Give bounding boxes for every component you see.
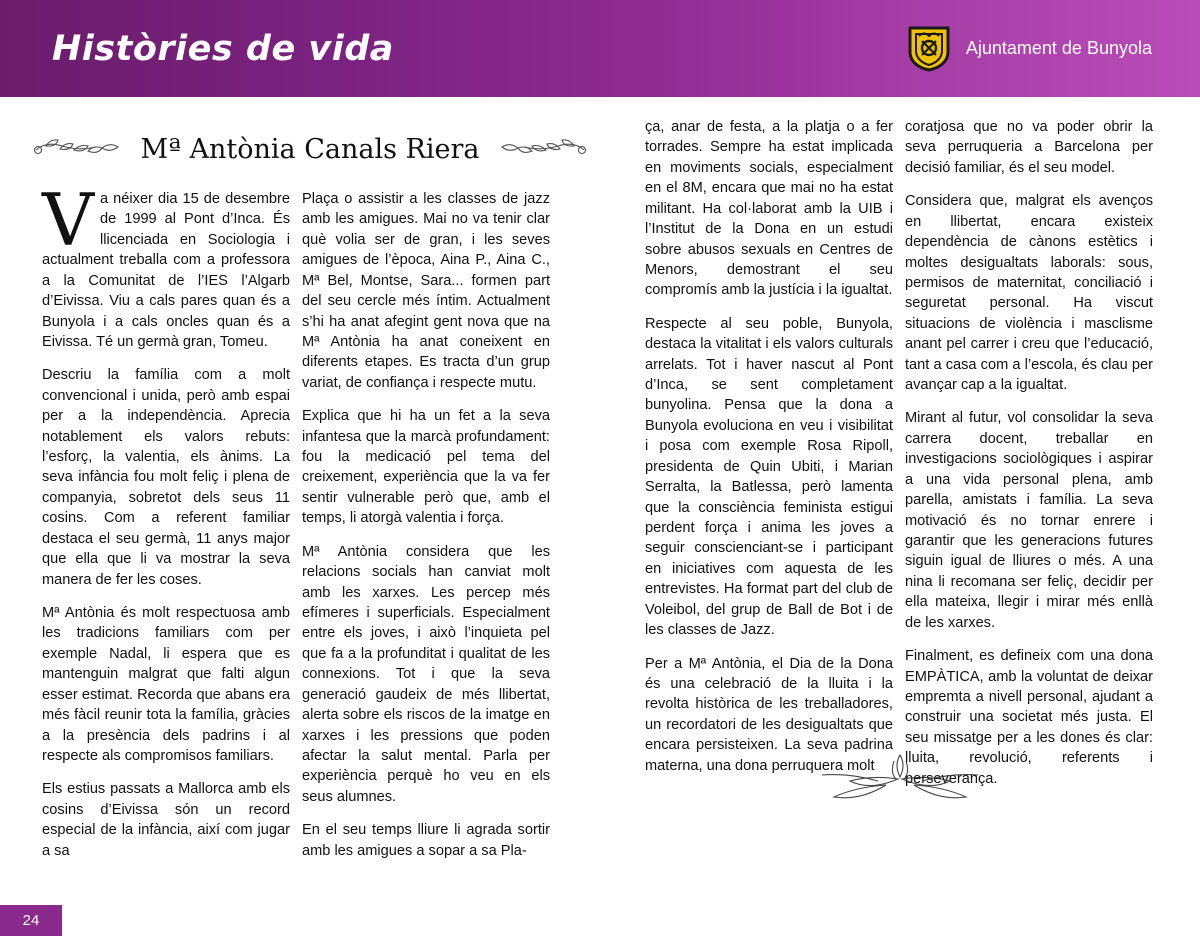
paragraph: Mirant al futur, vol consolidar la seva carrera docent, treballar en investigacions sociològiques i aspirar a una vida personal plena, amb parella, amistats i família. La seva motivació és no tornar enrere i garantir que les generacions futures siguin igual de lliures o més. A una nina li recomana ser feliç, decidir per ella mateixa, llegir i mirar més enllà de les xarxes.	[905, 410, 1153, 631]
paragraph: Mª Antònia considera que les relacions socials han canviat molt amb les xarxes. Les percep més efímeres i superficials. Especialment entre els joves, i això l’inquieta pel que fa a la profunditat i qualitat de les connexions. Tot i que la seva generació gaudeix de més llibertat, alerta sobre els riscos de la imatge en xarxes i les pressions que poden afectar la salut mental. Parla per experiència perquè ho veu en els seus alumnes.	[302, 543, 550, 805]
paragraph: Els estius passats a Mallorca amb els cosins d’Eivissa són un record especial de la infància, així com jugar a sa	[42, 781, 290, 859]
page-number-tab	[0, 905, 62, 936]
paragraph: Finalment, es defineix com una dona EMPÀTICA, amb la voluntat de deixar empremta a nivell personal, ajudant a construir una societat més justa. El seu missatge per a les dones és clar: lluita, revolució, referents i perseverança.	[905, 648, 1153, 787]
header-branding	[906, 24, 1152, 72]
page-title: Històries de vida	[52, 28, 394, 69]
page-header	[0, 0, 1200, 97]
paragraph: Per a Mª Antònia, el Dia de la Dona és una celebració de la lluita i la revolta històrica de les treballadores, un recordatori de les desigualtats que encara persisteixen. La seva padrina materna, una dona perruquera molt	[645, 655, 893, 774]
page-content	[0, 97, 1200, 929]
paragraph	[42, 178, 290, 352]
paragraph: Plaça o assistir a les classes de jazz amb les amigues. Mai no va tenir clar què volia ser de gran, i les seves amigues de l’època, Aina P., Aina C., Mª Bel, Montse, Sara... formen part del seu cercle més íntim. Actualment s’hi ha anat afegint gent nova que na Mª Antònia ha anat coneixent en diferents etapes. Es tracta d’un grup variat, de confiança i respecte mutu.	[302, 191, 550, 391]
paragraph: Considera que, malgrat els avenços en llibertat, encara existeix dependència de cànons estètics i moltes desigualtats laborals: sous, permisos de maternitat, conciliació i seguretat personal. Ha viscut situacions de violència i masclisme anant pel carrer i creu que l’educació, tant a casa com a l’escola, és clau per avançar cap a la igualtat.	[905, 193, 1153, 394]
leaf-flourish-icon	[790, 745, 1010, 805]
paragraph: Mª Antònia és molt respectuosa amb les tradicions familiars com per exemple Nadal, li espera que es mantenguin malgrat que falti algun esser estimat. Recorda que abans era més fàcil reunir tota la família, gràcies a la presència dels padrins i al respecte als compromisos familiars.	[42, 605, 290, 764]
paragraph: En el seu temps lliure li agrada sortir amb les amigues a sopar a sa Pla-	[302, 822, 550, 859]
article-column-1	[42, 178, 290, 874]
article-column-4	[905, 117, 1153, 802]
coat-of-arms-icon	[906, 24, 952, 72]
paragraph: Respecte al seu poble, Bunyola, destaca la vitalitat i els valors culturals arrelats. Tot i haver nascut al Pont d’Inca, se sent completament bunyolina. Pensa que la dona a Bunyola evoluciona en veu i visibilitat i posa com exemple Rosa Ripoll, presidenta de Quin Ubiti, i Marian Serralta, la Batlessa, però lamenta que la consciència feminista estigui perdent força i anima les joves a seguir conscienciant-se i participant en iniciatives com aquesta de les entrevistes. Ha format part del club de Voleibol, del grup de Ball de Bot i de les classes de Jazz.	[645, 315, 893, 639]
page-number: 24	[22, 912, 40, 929]
paragraph: coratjosa que no va poder obrir la seva perruqueria a Barcelona per decisió familiar, és el seu model.	[905, 119, 1153, 176]
paragraph: ça, anar de festa, a la platja o a fer torrades. Sempre ha estat implicada en moviments socials, especialment en el 8M, encara que mai no ha estat militant. Ha col·laborat amb la UIB i l’Institut de la Dona en un estudi sobre abusos sexuals en Centres de Menors, demostrant el seu compromís amb la justícia i la igualtat.	[645, 119, 893, 299]
leaf-flourish-icon	[30, 132, 130, 167]
leaf-flourish-icon	[490, 132, 590, 167]
paragraph: Explica que hi ha un fet a la seva infantesa que la marcà profundament: fou la medicació pel tema del creixement, experiència que la va fer sentir vulnerable però que, amb el temps, li atorgà valentia i força.	[302, 408, 550, 527]
article-title-row	[40, 127, 580, 171]
article-title: Mª Antònia Canals Riera	[140, 133, 480, 165]
organization-name: Ajuntament de Bunyola	[965, 37, 1152, 58]
drop-cap: V	[42, 178, 94, 262]
article-column-3	[645, 117, 893, 789]
article-column-2	[302, 189, 550, 874]
paragraph-text: a néixer dia 15 de desembre de 1999 al Pont d’Inca. És llicenciada en Sociologia i actualment treballa com a professora a la Comunitat de l’IES l’Algarb d’Eivissa. Viu a cals pares quan és a Bunyola i a cals oncles quan és a Eivissa. Té un germà gran, Tomeu.	[42, 191, 290, 350]
paragraph: Descriu la família com a molt convencional i unida, però amb espai per a la independència. Aprecia notablement els valors rebuts: l’esforç, la valentia, els ànims. La seva infància fou molt feliç i plena de companyia, sobretot dels seus 11 cosins. Com a referent familiar destaca el seu germà, 11 anys major que ella que li va mostrar la seva manera de fer les coses.	[42, 367, 290, 588]
